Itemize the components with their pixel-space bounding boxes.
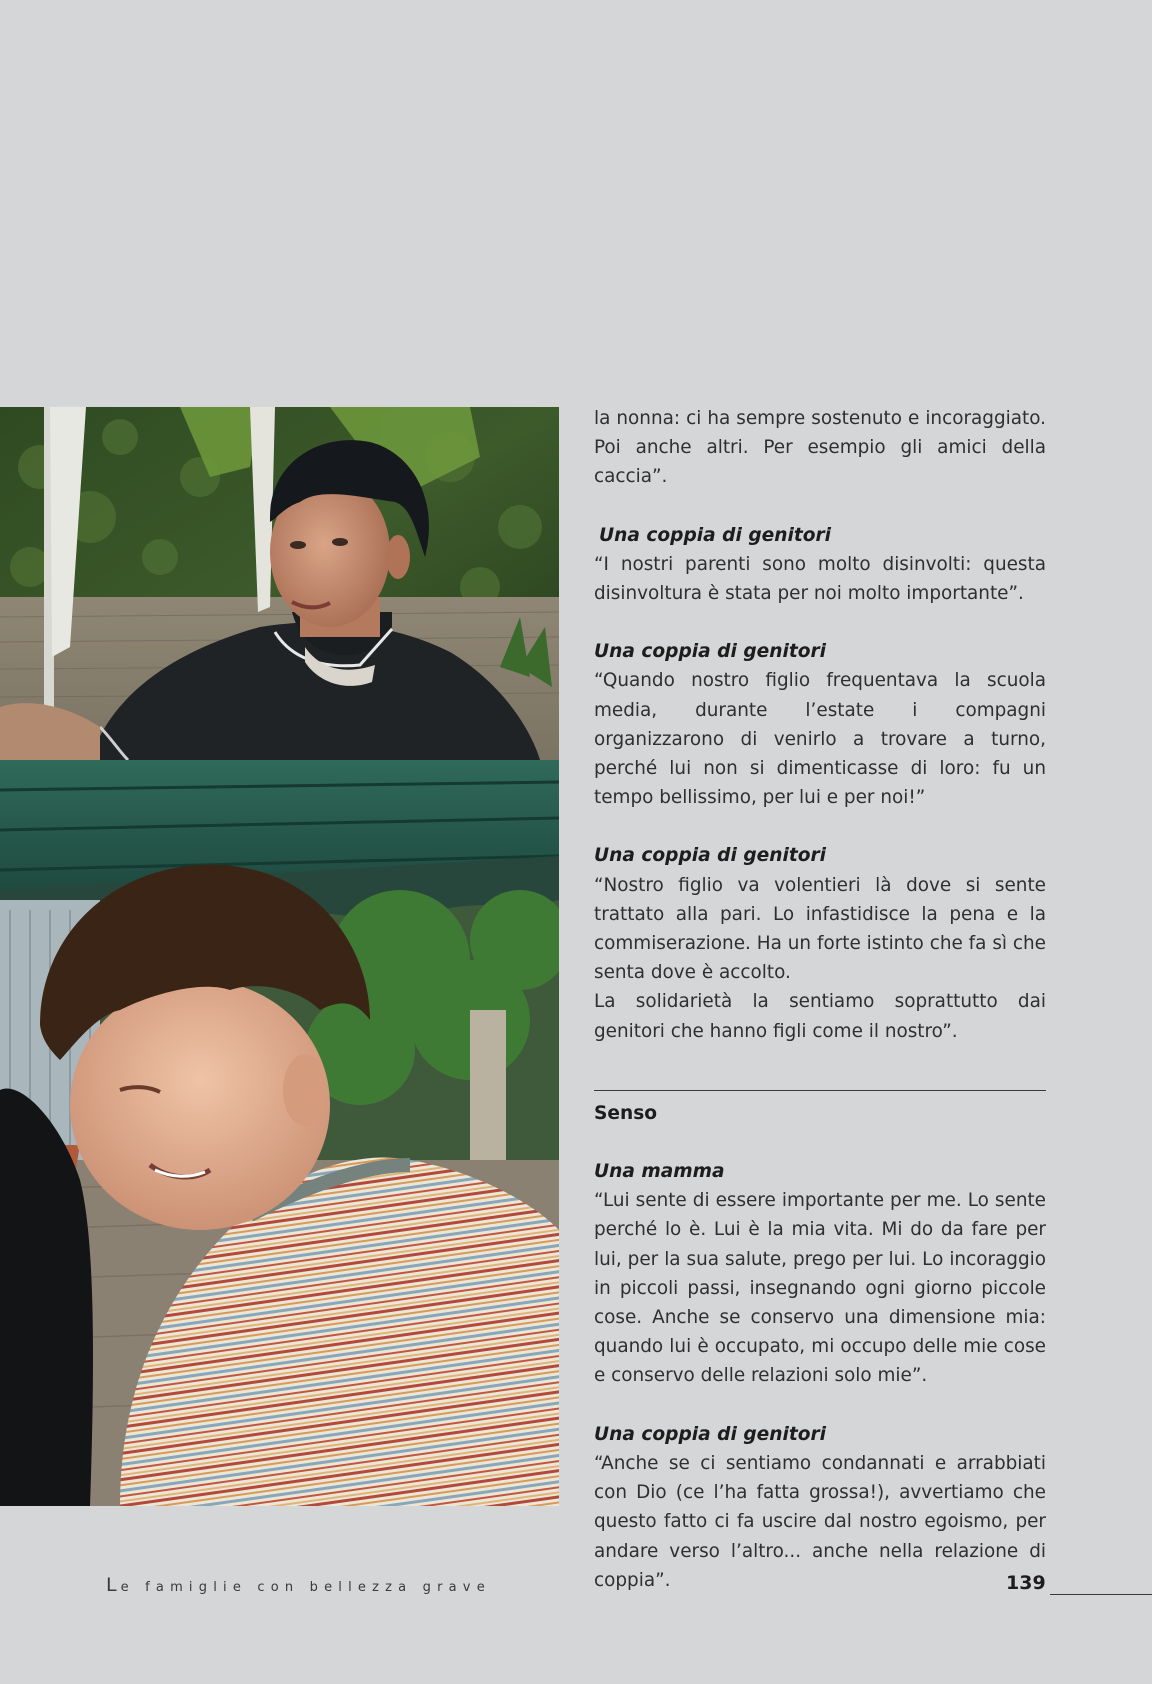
photo-boy-striped-shirt: [0, 760, 559, 1506]
paragraph: la nonna: ci ha sempre sostenuto e incoraggiato. Poi anche altri. Per esempio gli amici della caccia”.: [594, 408, 1046, 488]
speaker-heading: Una coppia di genitori: [599, 524, 832, 546]
quote-paragraph: “I nostri parenti sono molto disinvolti: questa disinvoltura è stata per noi molto importante”.: [594, 553, 1046, 605]
page-number: 139: [1006, 1572, 1046, 1594]
section-divider: [594, 1090, 1046, 1091]
speaker-heading: Una coppia di genitori: [594, 845, 827, 867]
photo-man-polo: [0, 407, 559, 760]
quote-paragraph: “Anche se ci sentiamo condannati e arrabbiati con Dio (ce l’ha fatta grossa!), avvertiamo che questo fatto ci fa uscire dal nostro egoismo, per andare verso l’altro... anche nella relazione di coppia”.: [594, 1452, 1046, 1591]
running-footer-title: [106, 1574, 491, 1596]
quote-paragraph: “Lui sente di essere importante per me. Lo sente perché lo è. Lui è la mia vita. Mi do da fare per lui, per la sua salute, prego per lui. Lo incoraggio in piccoli passi, insegnando ogni giorno piccole cose. Anche se conservo una dimensione mia: quando lui è occupato, mi occupo delle mie cose e conservo delle relazioni solo mie”.: [594, 1190, 1046, 1387]
photo-man-polo-image: [0, 407, 559, 760]
photo-boy-striped-shirt-image: [0, 760, 559, 1506]
speaker-heading: Una coppia di genitori: [594, 641, 827, 663]
section-title: Senso: [594, 1102, 658, 1124]
photo-column: [0, 407, 559, 1506]
speaker-heading: Una coppia di genitori: [594, 1423, 827, 1445]
quote-paragraph: “Nostro figlio va volentieri là dove si sente trattato alla pari. Lo infastidisce la pena e la commiserazione. Ha un forte istinto che fa sì che senta dove è accolto.: [594, 874, 1046, 984]
running-footer-initial: L: [106, 1574, 121, 1596]
quote-paragraph: La solidarietà la sentiamo soprattutto dai genitori che hanno figli come il nostro”.: [594, 991, 1046, 1042]
quote-paragraph: “Quando nostro figlio frequentava la scuola media, durante l’estate i compagni organizzarono di venirlo a trovare a turno, perché lui non si dimenticasse di loro: fu un tempo bellissimo, per lui e per noi!”: [594, 670, 1046, 809]
speaker-heading: Una mamma: [594, 1161, 725, 1183]
text-column: [594, 404, 1046, 1595]
running-footer-rest: e famiglie con bellezza grave: [120, 1580, 491, 1595]
footer-rule: [1050, 1594, 1152, 1595]
